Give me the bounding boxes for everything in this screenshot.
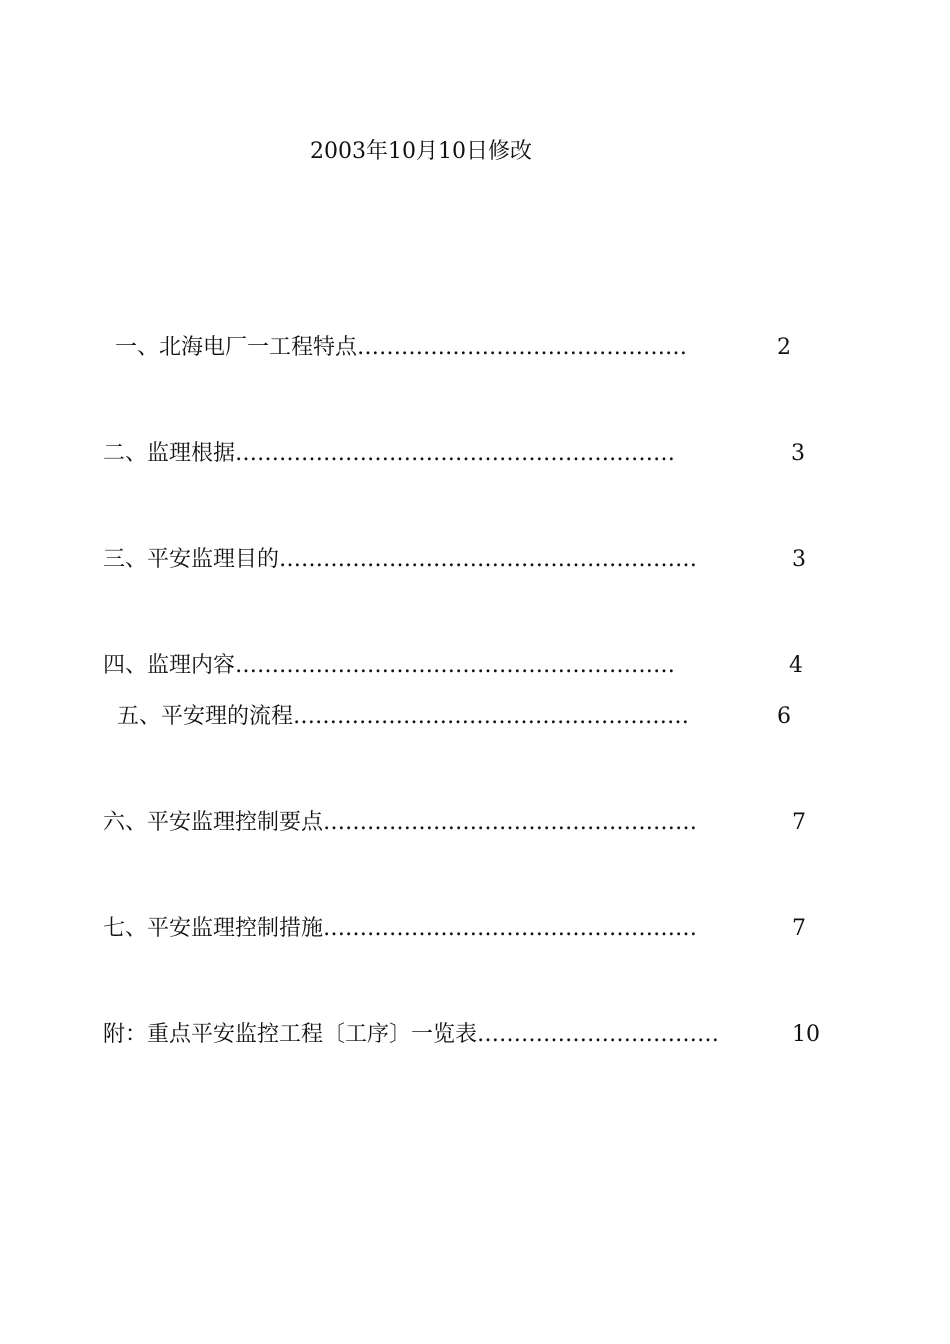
date-note: 2003年10月10日修改	[310, 139, 532, 164]
toc-entry-title: 七、平安监理控制措施……………………………………………	[103, 916, 698, 941]
toc-entry-title: 二、监理根据……………………………………………………	[103, 441, 676, 466]
toc-entry-title: 六、平安监理控制要点……………………………………………	[103, 810, 698, 835]
toc-entry-title: 附：重点平安监控工程〔工序〕一览表……………………………	[103, 1022, 720, 1047]
toc-entry-page: 10	[792, 1022, 820, 1047]
toc-entry-title: 一、北海电厂一工程特点………………………………………	[115, 335, 688, 360]
toc-entry-title: 三、平安监理目的…………………………………………………	[103, 547, 698, 572]
toc-entry-title: 四、监理内容……………………………………………………	[103, 653, 676, 678]
toc-entry-page: 2	[777, 335, 791, 360]
toc-entry-page: 7	[792, 916, 806, 941]
toc-entry-page: 6	[777, 704, 791, 729]
toc-entry-page: 7	[792, 810, 806, 835]
toc-entry-page: 4	[789, 653, 803, 678]
toc-entry-page: 3	[792, 547, 806, 572]
toc-entry-page: 3	[791, 441, 805, 466]
toc-entry-title: 五、平安理的流程………………………………………………	[117, 704, 690, 729]
